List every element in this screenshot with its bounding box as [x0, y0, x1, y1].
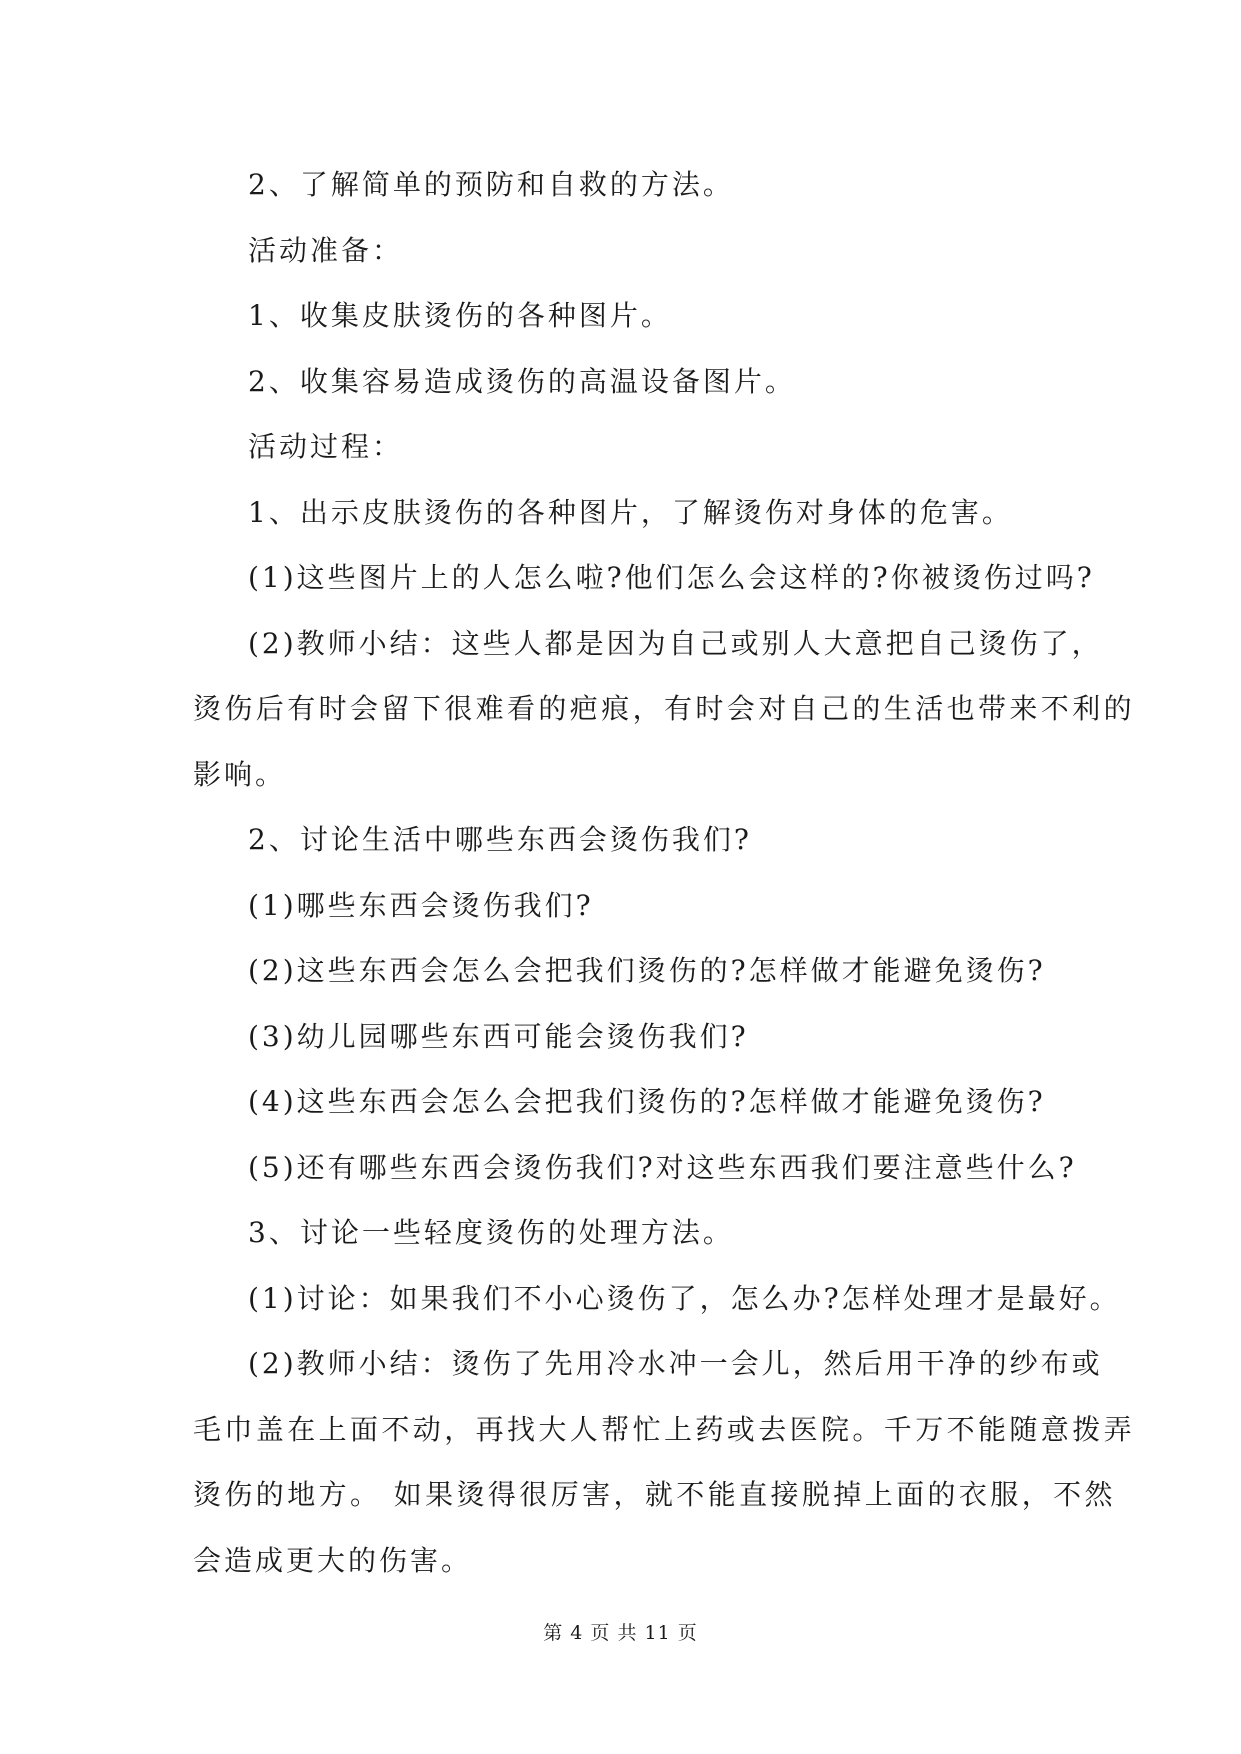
paragraph-line: 2、收集容易造成烫伤的高温设备图片。	[248, 364, 796, 398]
paragraph-line: (5)还有哪些东西会烫伤我们?对这些东西我们要注意些什么?	[248, 1150, 1077, 1184]
paragraph-line: 影响。	[193, 757, 287, 791]
paragraph-line: 1、收集皮肤烫伤的各种图片。	[248, 299, 672, 332]
page-number-footer: 第 4 页 共 11 页	[543, 1622, 698, 1644]
paragraph-line: 烫伤的地方。 如果烫得很厉害，就不能直接脱掉上面的衣服，不然	[193, 1478, 1116, 1511]
paragraph-line: 2、讨论生活中哪些东西会烫伤我们?	[248, 823, 752, 856]
section-heading: 活动准备：	[248, 233, 404, 267]
paragraph-line: (2)教师小结：这些人都是因为自己或别人大意把自己烫伤了，	[248, 626, 1103, 660]
section-heading: 活动过程：	[248, 430, 404, 463]
paragraph-line: 3、讨论一些轻度烫伤的处理方法。	[248, 1216, 734, 1249]
paragraph-line: (4)这些东西会怎么会把我们烫伤的?怎样做才能避免烫伤?	[248, 1085, 1046, 1118]
paragraph-line: 会造成更大的伤害。	[193, 1543, 473, 1577]
paragraph-line: 烫伤后有时会留下很难看的疤痕，有时会对自己的生活也带来不利的	[193, 692, 1136, 725]
paragraph-line: (1)哪些东西会烫伤我们?	[248, 888, 594, 922]
paragraph-line: (1)这些图片上的人怎么啦?他们怎么会这样的?你被烫伤过吗?	[248, 561, 1095, 594]
document-body	[193, 152, 1136, 1593]
paragraph-line: (2)教师小结：烫伤了先用冷水冲一会儿，然后用干净的纱布或	[248, 1347, 1103, 1380]
paragraph-line: 毛巾盖在上面不动，再找大人帮忙上药或去医院。千万不能随意拨弄	[193, 1412, 1136, 1446]
paragraph-line: 1、出示皮肤烫伤的各种图片，了解烫伤对身体的危害。	[248, 495, 1013, 529]
paragraph-line: (2)这些东西会怎么会把我们烫伤的?怎样做才能避免烫伤?	[248, 954, 1046, 987]
paragraph-line: 2、了解简单的预防和自救的方法。	[248, 168, 734, 201]
paragraph-line: (1)讨论：如果我们不小心烫伤了，怎么办?怎样处理才是最好。	[248, 1281, 1121, 1315]
paragraph-line: (3)幼儿园哪些东西可能会烫伤我们?	[248, 1019, 749, 1053]
